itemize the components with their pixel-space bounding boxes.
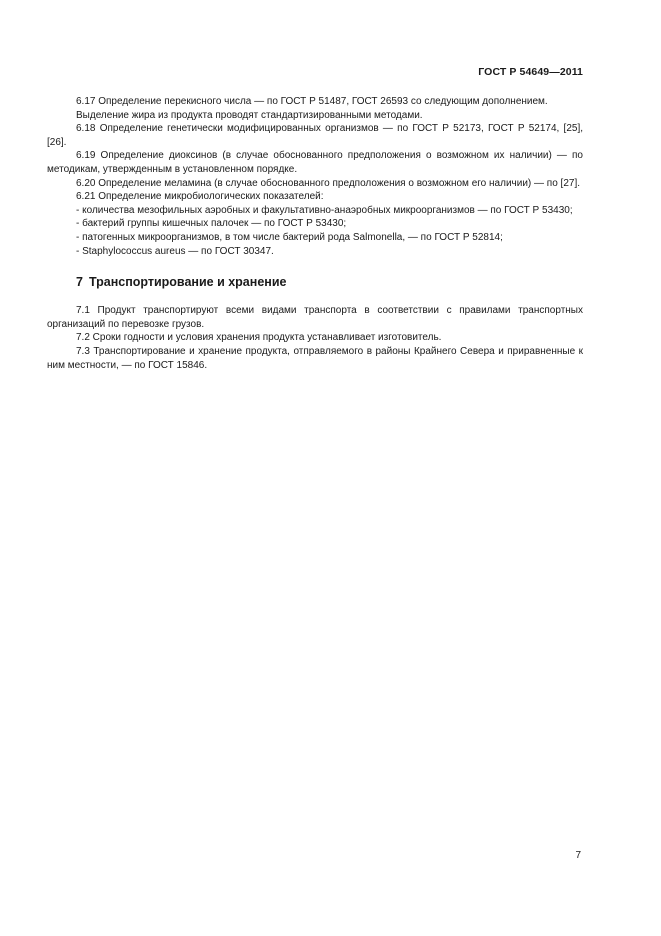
list-item-coliform: - бактерий группы кишечных палочек — по ГОСТ Р 53430; <box>76 218 347 230</box>
paragraph-7-1: 7.1 Продукт транспортируют всеми видами транспорта в соответствии с правилами транспортных организаций по перевозке грузов. <box>47 305 583 330</box>
list-item-pathogenic: - патогенных микроорганизмов, в том числе бактерий рода Salmonella, — по ГОСТ Р 52814; <box>76 231 503 243</box>
section-7-heading <box>76 274 583 290</box>
list-item-mesophilic: - количества мезофильных аэробных и факультативно-анаэробных микроорганизмов — по ГОСТ Р 53430; <box>76 204 573 216</box>
paragraph-6-21: 6.21 Определение микробиологических показателей: <box>76 191 324 203</box>
document-header-standard-id: ГОСТ Р 54649—2011 <box>478 66 583 78</box>
paragraph-6-19: 6.19 Определение диоксинов (в случае обоснованного предположения о возможном их наличии) — по методикам, утвержденным в установленном порядке. <box>47 150 583 175</box>
paragraph-6-17: 6.17 Определение перекисного числа — по ГОСТ Р 51487, ГОСТ 26593 со следующим дополнением. <box>76 96 548 107</box>
paragraph-7-2: 7.2 Сроки годности и условия хранения продукта устанавливает изготовитель. <box>76 332 442 344</box>
section-7-title: Транспортирование и хранение <box>88 275 287 290</box>
document-body <box>47 95 583 372</box>
section-7-number: 7 <box>76 275 83 290</box>
paragraph-6-20: 6.20 Определение меламина (в случае обоснованного предположения о возможном его наличии) — по [27]. <box>76 177 581 189</box>
paragraph-fat-extraction: Выделение жира из продукта проводят стандартизированными методами. <box>76 109 423 121</box>
paragraph-6-18: 6.18 Определение генетически модифицированных организмов — по ГОСТ Р 52173, ГОСТ Р 52174, [25], [26]. <box>47 123 583 148</box>
paragraph-7-3: 7.3 Транспортирование и хранение продукта, отправляемого в районы Крайнего Севера и приравненные к ним местности, — по ГОСТ 15846. <box>47 345 583 371</box>
list-item-staphylococcus: - Staphylococcus aureus — по ГОСТ 30347. <box>76 245 274 257</box>
page-number: 7 <box>575 850 581 861</box>
